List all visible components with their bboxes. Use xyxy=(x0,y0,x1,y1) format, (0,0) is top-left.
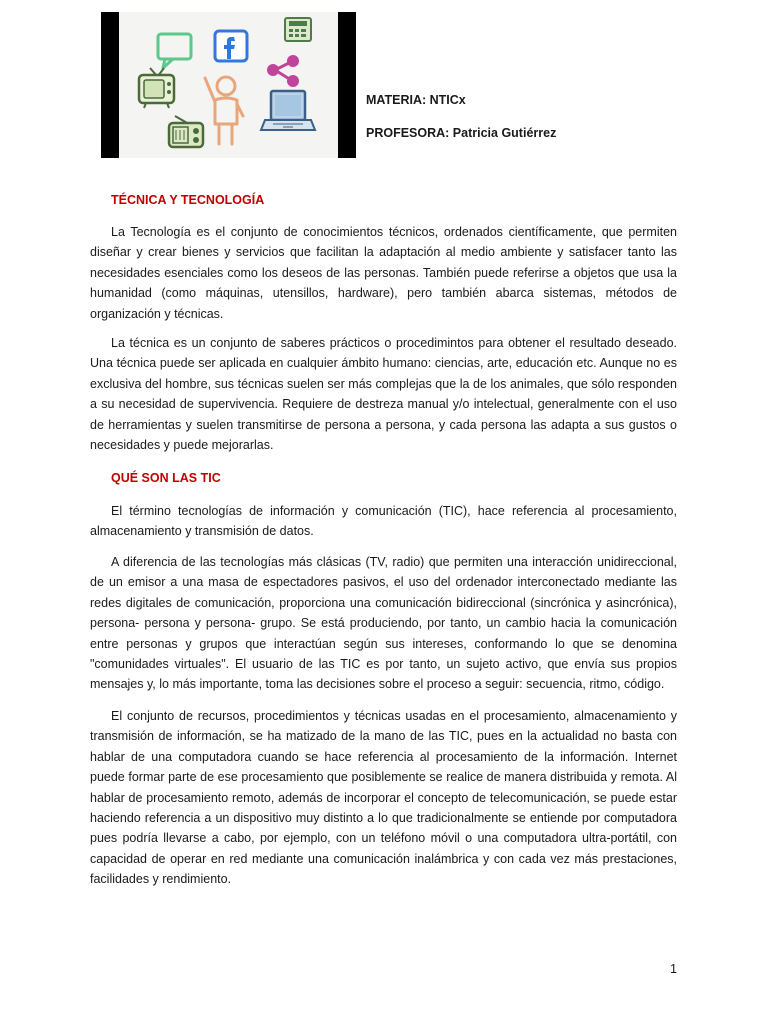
tv-icon xyxy=(139,68,174,108)
section-title-tecnica: TÉCNICA Y TECNOLOGÍA xyxy=(111,193,265,207)
paragraph-tic-communication: A diferencia de las tecnologías más clásicas (TV, radio) que permiten una interacción unidireccional, de un emisor a una masa de espectadores pasivos, el uso del ordenador interconectado mediante las redes digitales de comunicación, proporciona una comunicación bidireccional (sincrónica y asincrónica), persona- persona y persona- grupo. Se está produciendo, por tanto, un cambio hacia la comunicación entre personas y grupos que interactúan según sus intereses, conformando lo que se denomina "comunidades virtuales". El usuario de las TIC es por tanto, un sujeto activo, que envía sus propios mensajes y, lo más importante, toma las decisiones sobre el proceso a seguir: secuencia, ritmo, código. xyxy=(90,555,677,692)
subject-label: MATERIA: NTICx xyxy=(366,93,466,107)
teacher-label: PROFESORA: Patricia Gutiérrez xyxy=(366,126,557,140)
calculator-icon xyxy=(285,18,311,41)
section-title-tic: QUÉ SON LAS TIC xyxy=(111,471,221,485)
paragraph-tic-definition: El término tecnologías de información y comunicación (TIC), hace referencia al procesamiento, almacenamiento y transmisión de datos. xyxy=(90,504,677,539)
page-number: 1 xyxy=(670,962,677,976)
paragraph-tic-processing: El conjunto de recursos, procedimientos y técnicas usadas en el procesamiento, almacenamiento y transmisión de información, se ha matizado de la mano de las TIC, pues en la actualidad no basta con hablar de una computadora cuando se hace referencia al procesamiento de la información. Internet puede formar parte de ese procesamiento que posiblemente se realice de manera distribuida y remota. Al hablar de procesamiento remoto, además de incorporar el concepto de telecomunicación, se puede estar haciendo referencia a un dispositivo muy distinto a lo que tradicionalmente se entiende por computadora pues podría llevarse a cabo, por ejemplo, con un teléfono móvil o una computadora ultra-portátil, con capacidad de operar en red mediante una comunicación inalámbrica y con cada vez más prestaciones, facilidades y rendimiento. xyxy=(90,709,677,887)
header-illustration xyxy=(101,12,356,158)
paragraph-tecnologia: La Tecnología es el conjunto de conocimientos técnicos, ordenados científicamente, que permiten diseñar y crear bienes y servicios que facilitan la adaptación al medio ambiente y satisfacer tanto las necesidades esenciales como los deseos de las personas. También puede referirse a objetos que usa la humanidad (como máquinas, utensillos, hardware), pero también abarca sistemas, métodos de organización y técnicas. xyxy=(90,225,677,321)
paragraph-tecnica: La técnica es un conjunto de saberes prácticos o procedimintos para obtener el resultado deseado. Una técnica puede ser aplicada en cualquier ámbito humano: ciencias, arte, educación etc. Aunque no es exclusiva del hombre, sus técnicas suelen ser más complejas que la de los animales, que sólo responden a su necesidad de supervivencia. Requiere de destreza manual y/o intelectual, generalmente con el uso de herramientas y suelen transmitirse de persona a persona, y cada persona las adapta a sus gustos o necesidades y puede mejorarlas. xyxy=(90,336,677,453)
facebook-icon xyxy=(215,31,247,61)
ict-collage xyxy=(101,12,356,158)
